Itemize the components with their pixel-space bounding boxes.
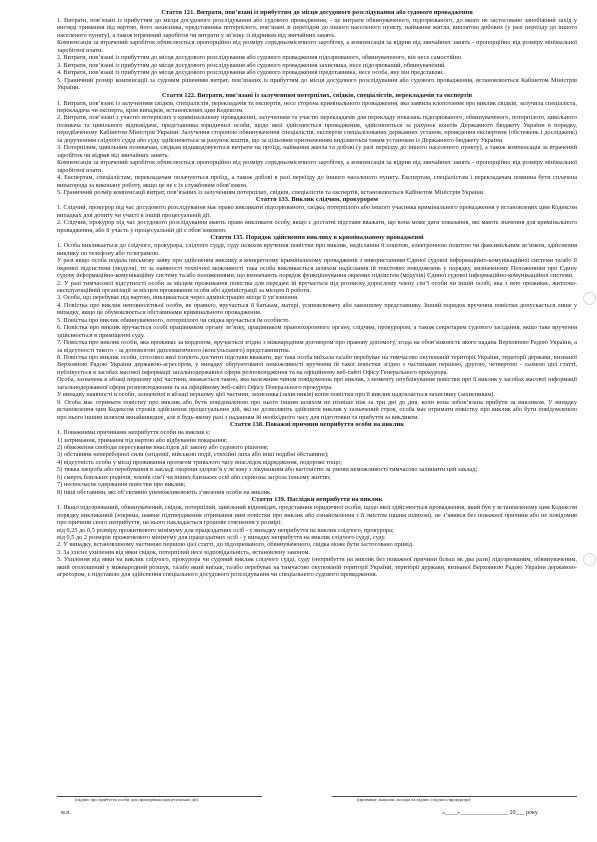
paragraph: 5. Повістка про виклик обвинуваченого, потерпілого чи свідка вручається їм особисто. [57,316,291,324]
article-heading: Стаття 139. Наслідки неприбуття на виклик [251,496,383,504]
paragraph: 7. Повістка про виклик особи, яка проживає за кордоном, вручається згідно з міжнародним договором про правову допомогу, згода на обов’язковість якого надана Верховною Радою України, а за відсутності такого - за допомогою дипломатичного (консульського) представництва. [57,339,577,354]
paragraph: від 0,25 до 0,5 розміру прожиткового мінімуму для працездатних осіб - у випадку неприбуття на виклик слідчого, прокурора; [57,526,394,534]
paragraph: 6) смерть близьких родичів, членів сім’ї чи інших близьких осіб або серйозна загроза їхньому життю; [57,473,331,481]
paragraph: від 0,5 до 2 розмірів прожиткового мінімуму для працездатних осіб - у випадку неприбуття на виклик слідчого судді, суду. [57,534,386,541]
paragraph: 1. Витрати, пов’язані із залученням свідків, спеціалістів, перекладачів та експертів, несе сторона кримінального провадження, яка заявила клопотання про виклик свідків, залучила спеціаліста, перекладача чи експерта, крім випадків, встановлених цим Кодексом. [57,99,577,114]
paragraph: 2. У разі тимчасової відсутності особи за місцем проживання повістка для передачі їй вручається під розписку дорослому члену сім’ї особи чи іншій особі, яка з нею проживає, житлово-експлуатаційній організації за місцем проживання особи або адміністрації за місцем її роботи. [57,279,577,294]
paragraph: 1. Слідчий, прокурор під час досудового розслідування має право викликати підозрюваного, свідка, потерпілого або іншого учасника кримінального провадження у встановлених цим Кодексом випадках для допиту чи участі в іншій процесуальній дії. [57,204,577,219]
date-field: «____»________________ 20___ року [442,810,538,816]
article-heading: Стаття 121. Витрати, пов’язані із прибуттям до місця досудового розслідування або судового провадження [161,9,473,16]
signature-row [57,796,577,810]
date-row [57,810,577,822]
paragraph: 5) тяжка хвороба або перебування в закладі охорони здоров’я у зв’язку з лікуванням або вагітністю за умови неможливості тимчасово залишити цей заклад; [57,466,478,474]
paragraph: 1. Витрати, пов’язані із прибуттям до місця досудового розслідування або судового провадження, - це витрати обвинуваченого, підозрюваного, до якого не застосовано запобіжний захід у вигляді тримання під вартою, його захисника, представника потерпілого, пов’язані зі переїздом до іншого населеного пункту, наймання житла, виплатою добових (у разі переїзду до іншого населеного пункту), а також втрачений заробіток чи витрати у зв’язку із відривом від звичайних занять. [57,17,577,39]
paragraph: Компенсація за втрачений заробіток обчислюється пропорційно від розміру середньомісячного заробітку, а компенсація за відрив від звичайних занять - пропорційно від розміру мінімальної заробітної плати. [57,159,577,174]
paragraph: 3) обставини непереборної сили (епідемії, військові події, стихійні лиха або інші подібні обставини); [57,451,329,459]
paragraph: 1. Якщо підозрюваний, обвинувачений, свідок, потерпілий, цивільний відповідач, представник юридичної особи, щодо якої здійснюється провадження, який був у встановленому цим Кодексом порядку викликаний (зокрема, наявне підтвердження отримання ним повістки про виклик або ознайомлення з її змістом іншим шляхом), не з’явився без поважної причини або не повідомив про причини свого неприбуття, на нього накладається грошове стягнення у розмірі: [57,504,577,527]
paragraph: 1. Поважними причинами неприбуття особи на виклик є: [57,429,211,437]
paragraph: 5. Ухилення від явки на виклик слідчого, прокурора чи судовий виклик слідчого судді, суду (неприбуття на виклик без поважної причини більш як два рази) підозрюваним, обвинуваченим, який оголошений у міжнародний розшук, та/або який виїхав, та/або перебуває на тимчасово окупованій території України, території держави, визнаної Верховною Радою України державою-агресором, є підставою для здійснення спеціального досудового розслідування чи спеціального судового провадження. [57,556,577,579]
paragraph: 4. Витрати, пов’язані із прибуттям до місця досудового розслідування або судового провадження представника, несе особа, яку він представляє. [57,69,445,77]
paragraph: 2. Слідчий, прокурор під час досудового розслідування мають право викликати особу, якщо є достатні підстави вважати, що вона може дати показання, які мають значення для кримінального провадження, або її участь у процесуальній дії є обов’язковою. [57,219,577,234]
signature-footer [57,796,577,822]
paragraph: 7) несвоєчасне одержання повістки про виклик; [57,481,186,489]
article-heading: Стаття 122. Витрати, пов’язані із залученням потерпілих, свідків, спеціалістів, перекладачів та експертів [161,91,473,99]
paragraph: 4. Експертам, спеціалістам, перекладачам оплачуються проїзд, а також добові в разі переїзду до іншого населеного пункту. Експертам, спеціалістам і перекладачам повинна бути сплачена винагорода за виконану роботу, якщо це не є їх службовим обов’язком. [57,174,577,189]
paragraph: 1) затримання, тримання під вартою або відбування покарання; [57,436,228,444]
paragraph: 5. Граничний розмір компенсації за судовим рішенням витрат, пов’язаних із прибуттям до місця досудового розслідування або судового провадження, встановлюється Кабінетом Міністрів України. [57,76,577,92]
paragraph: 4. Повістка про виклик неповнолітньої особи, як правило, вручається її батькам, матері, усиновлювачу або законному представнику. Інший порядок вручення повістки допускається лише у випадку, якщо це обумовлюється обставинами кримінального провадження. [57,301,577,317]
paragraph: Особа, зазначена в абзаці першому цієї частини, вважається такою, яка належним чином повідомлена про виклик, з моменту опублікування повістки про її виклик у засобах масової інформації загальнодержавної сфери розповсюдження та на офіційному веб-сайті Офісу Генерального прокурора. [57,376,577,391]
paragraph: 8. Повістка про виклик особи, стосовно якої існують достатні підстави вважати, що така особа виїхала та/або перебуває на тимчасово окупованій території України, території держави, визнаної Верховною Радою України державою-агресором, у випадку обґрунтованої неможливості вручення їй такої повістки згідно з частинами першою, другою, четвертою - сьомою цієї статті, публікується в засобах масової інформації загальнодержавної сфери розповсюдження та на офіційному веб-сайті Офісу Генерального прокурора. [57,354,577,376]
article-heading: Стаття 138. Поважні причини неприбуття особи на виклик [229,421,405,429]
paragraph: 8) інші обставини, які об’єктивно унеможливлюють з’явлення особи на виклик. [57,488,272,496]
paragraph: 3. Витрати, пов’язані із прибуттям до місця досудового розслідування або судового провадження захисника, несе підозрюваний, обвинувачений. [57,61,446,69]
paragraph: 4) відсутність особи у місці проживання протягом тривалого часу внаслідок відрядження, подорожі тощо; [57,458,342,466]
paragraph: У разі якщо особа подала письмову заяву про здійснення виклику в конкретному кримінальному провадженні з використанням Єдиної судової інформаційно-комунікаційної системи та/або її окремої підсистеми (модуля), то за наявності технічної можливості така особа викликається шляхом надіслання їй текстових повідомлень у порядку, визначеному Положенням про Єдину судову інформаційно-комунікаційну систему та/або положеннями, що визначають порядок функціонування окремих підсистем (модулів) Єдиної судової інформаційно-комунікаційної системи. [57,257,577,280]
article-heading: Стаття 135. Порядок здійснення виклику в кримінальному провадженні [210,234,424,242]
paragraph: 3. Особа, що перебуває під вартою, викликається через адміністрацію місця її ув’язнення. [57,294,299,302]
paragraph: 5. Граничний розмір компенсації витрат, пов’язаних із залученням потерпілих, свідків, спеціалістів та експертів, встановлюється Кабінетом Міністрів України. [57,188,485,196]
punch-hole-icon [583,292,596,305]
paragraph: 2) обмеження свободи пересування внаслідок дії закону або судового рішення; [57,444,269,452]
paragraph: 1. Особа викликається до слідчого, прокурора, слідчого судді, суду шляхом вручення повістки про виклик, надіслання її поштою, електронною поштою чи факсимільним зв’язком, здійснення виклику по телефону або телеграмою. [57,242,577,257]
paragraph: Компенсація за втрачений заробіток обчислюється пропорційно від розміру середньомісячного заробітку, а компенсація за відрив від звичайних занять - пропорційно від розміру мінімальної заробітної плати. [57,39,577,54]
paragraph: У випадку наявності в особи, зазначеної в абзаці першому цієї частини, захисника (захисників) копія повістки про її виклик надсилається захиснику (захисникам). [57,391,495,399]
paragraph: 2. У випадку, встановленому частиною першою цієї статті, до підозрюваного, обвинуваченого, свідка може бути застосовано привід. [57,541,414,549]
paragraph: 9. Особа має отримати повістку про виклик або бути повідомленою про нього іншим шляхом не пізніше ніж за три дні до дня, коли вона зобов’язана прибути за викликом. У випадку встановлення цим Кодексом строків здійснення процесуальних дій, які не дозволяють здійснити виклик у зазначений строк, особа має отримати повістку про виклик або бути повідомленою про нього іншим шляхом якнайшвидше, але в будь-якому разі з наданням їй необхідного часу для підготовки та прибуття за викликом. [57,398,577,421]
paragraph: 2. Витрати, пов’язані із прибуттям до місця досудового розслідування або судового провадження підозрюваного, обвинуваченого, він несе самостійно. [57,54,463,62]
signature-caption-right: (прізвище, ініціали, посада та підпис слідчого/прокурора) [357,797,471,802]
seal-placeholder: м.п. [61,810,72,816]
document-body [57,9,577,579]
paragraph: 3. Потерпілим, цивільним позивачам, свідкам відшкодовуються витрати на проїзд, наймання житла та добові (у разі переїзду до іншого населеного пункту), а також компенсація за втрачений заробіток чи відрив від звичайних занять. [57,144,577,159]
paragraph: 6. Повістка про виклик вручається особі працівником органу зв’язку, працівником правоохоронного органу, слідчим, прокурором, а також секретарем судового засідання, якщо таке вручення здійснюється в приміщенні суду. [57,324,577,339]
paragraph: 2. Витрати, пов’язані з участю потерпілих у кримінальному провадженні, залученням та участю перекладачів для перекладу показань підозрюваного, обвинуваченого, потерпілого, цивільного позивача та цивільного відповідача, представника юридичної особи, щодо якої здійснюється провадження, здійснюються за рахунок коштів Державного бюджету України в порядку, передбаченому Кабінетом Міністрів України. Залучення стороною обвинувачення спеціалістів, експертів спеціалізованих державних установ, проведення експертизи (обстежень і досліджень) за дорученням слідчого судді або суду здійснюються за рахунок коштів, що за цільовим призначенням виділяються таким установам із Державного бюджету України. [57,114,577,144]
punch-hole-icon [583,553,596,566]
signature-caption-left: (підпис про прибуття особи для проведення процесуальної дії) [75,797,199,802]
paragraph: 3. За злісне ухилення від явки свідок, потерпілий несе відповідальність, встановлену законом. [57,548,311,556]
article-heading: Стаття 133. Виклик слідчим, прокурором [255,196,379,204]
